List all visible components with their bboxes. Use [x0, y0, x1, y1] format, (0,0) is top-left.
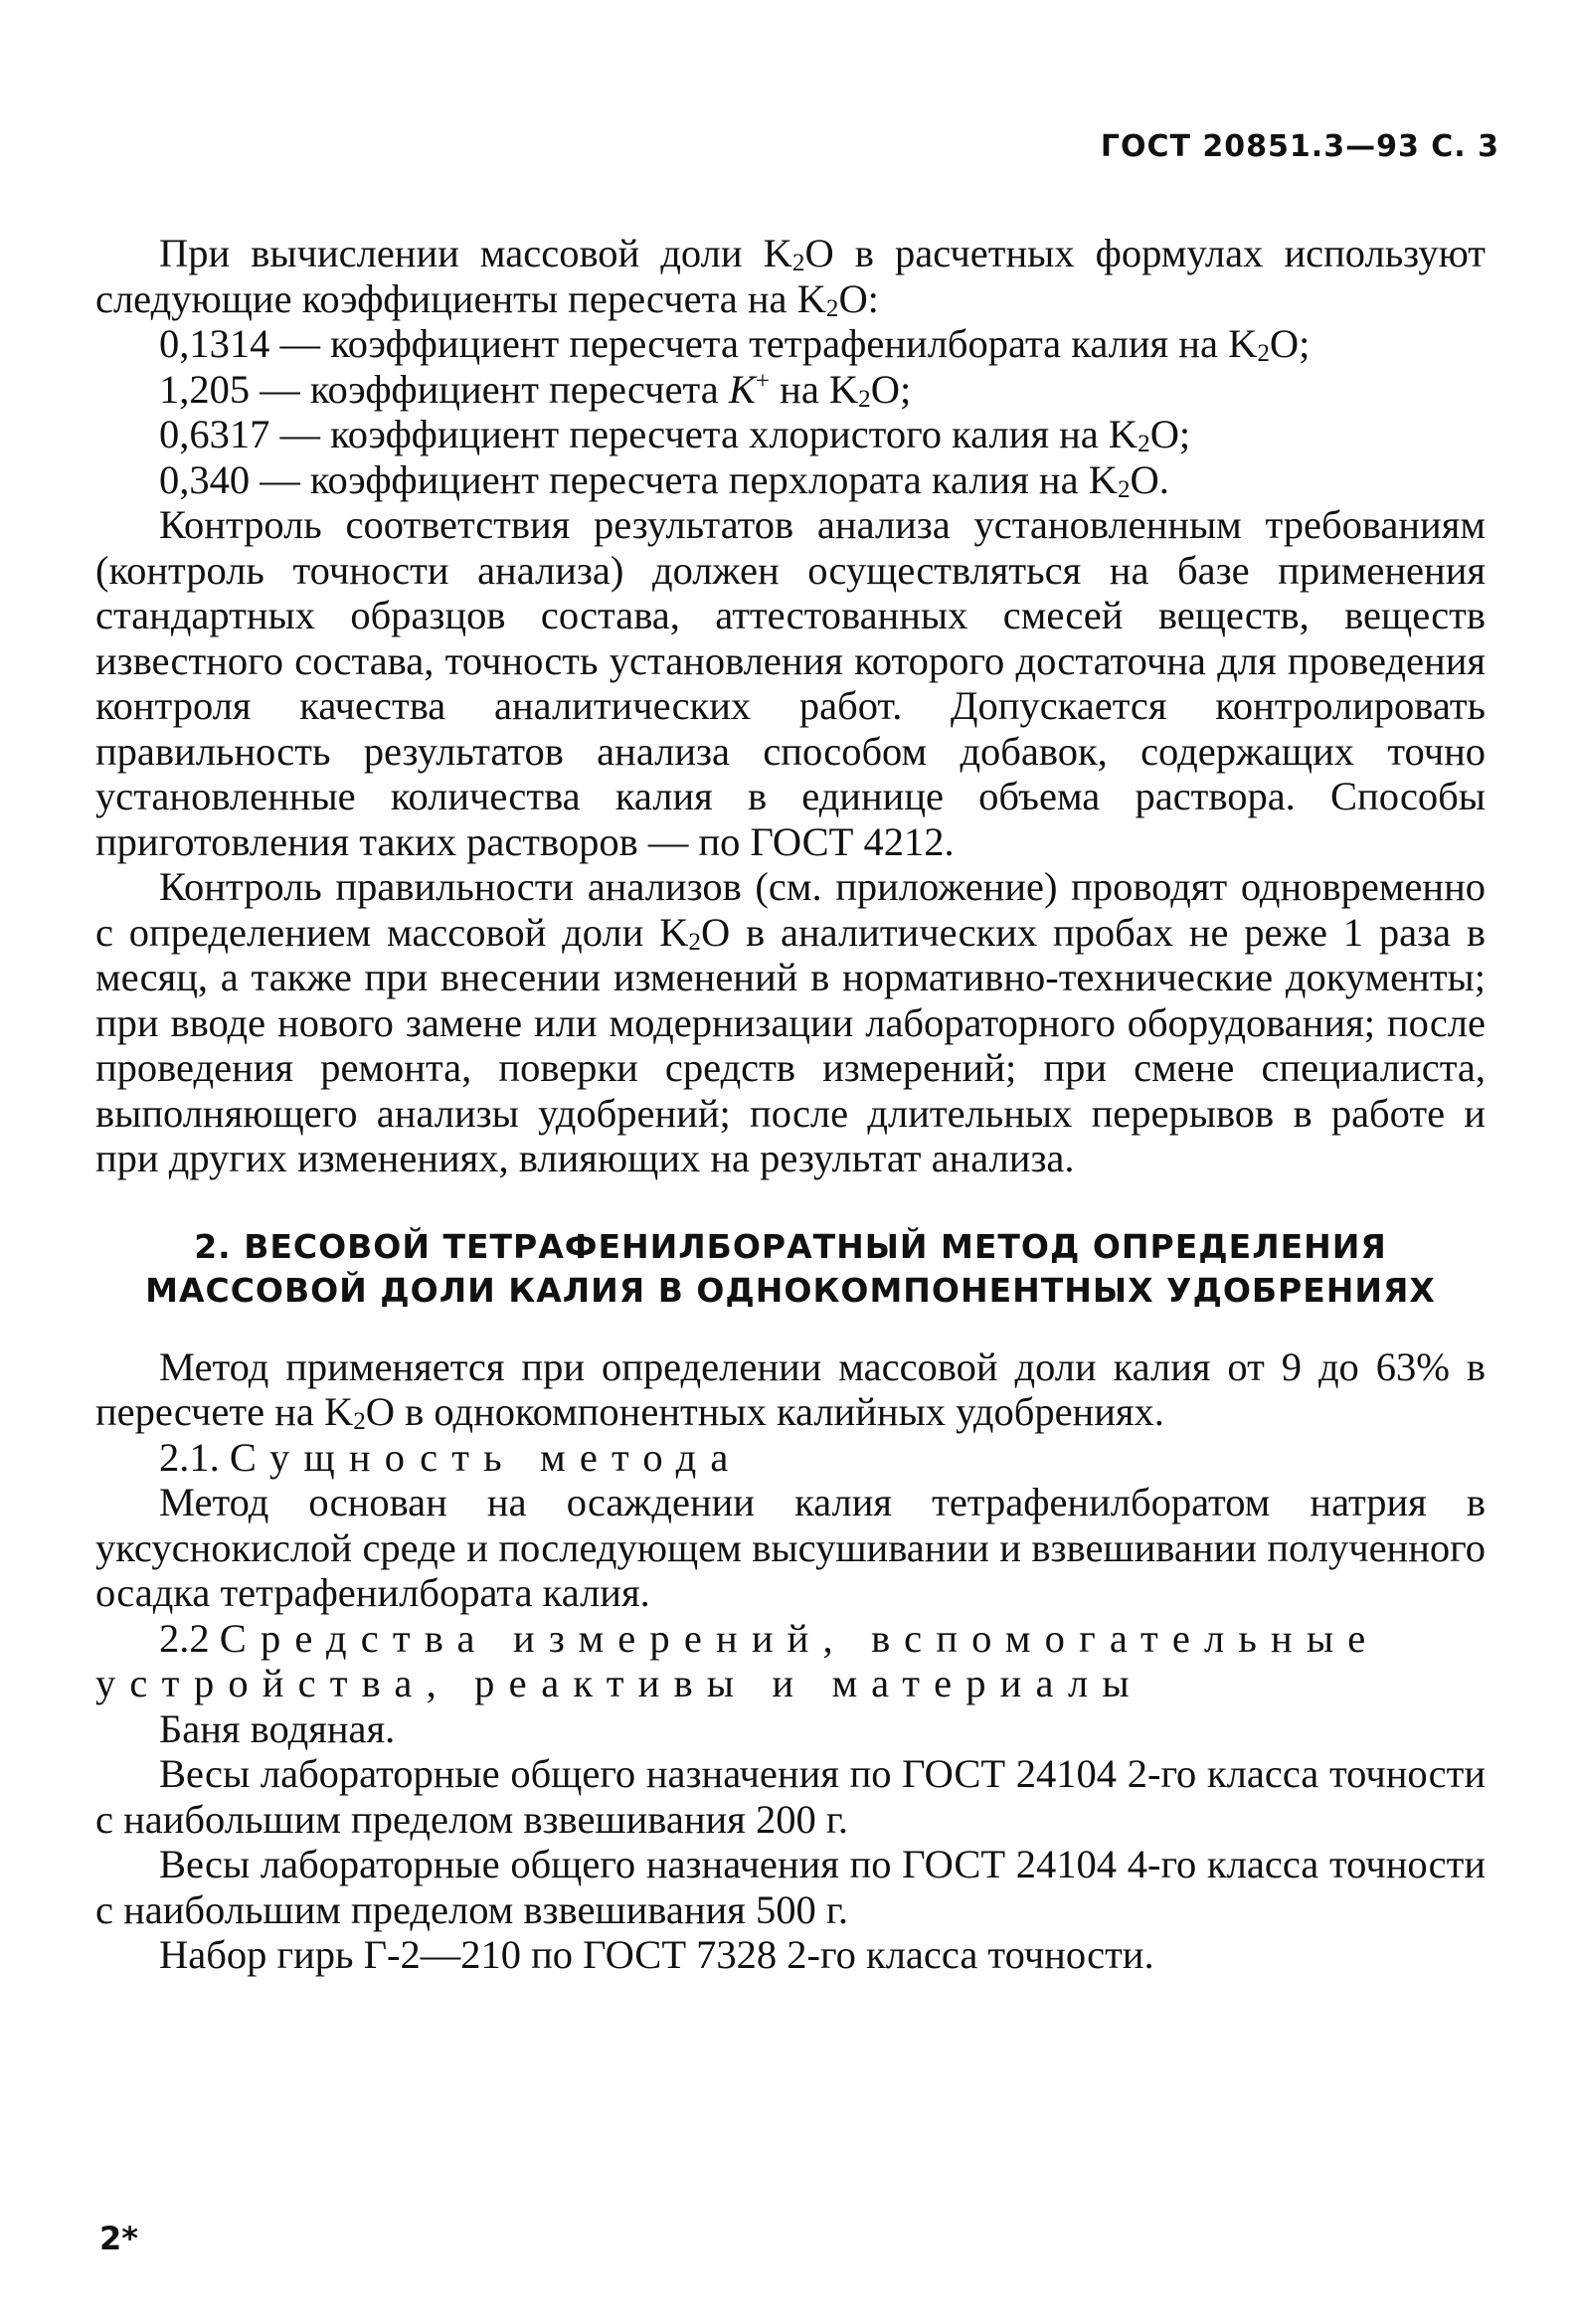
- text-fragment: O;: [1269, 321, 1311, 366]
- text-fragment: O.: [1130, 456, 1169, 502]
- coefficient-line: 1,205 — коэффициент пересчета K+ на K2O;: [159, 366, 912, 413]
- coefficient-value: 0,340: [159, 456, 251, 502]
- text-fragment: на K: [770, 366, 859, 412]
- text-fragment: O;: [1149, 412, 1191, 456]
- list-item: Весы лабораторные общего назначения по ГОСТ 24104 4-го класса точности с наибольшим пределом взвешивания 500 г.: [95, 1842, 1486, 1932]
- text-fragment: Метод применяется при определении массовой доли калия от 9 до 63% в пересчете на K: [95, 1343, 1486, 1434]
- text-fragment: O в однокомпонентных калийных удобрениях.: [365, 1389, 1164, 1434]
- ion-symbol: K: [728, 366, 756, 412]
- page-body: [95, 231, 1486, 1978]
- subscript: 2: [825, 294, 839, 322]
- list-item: Баня водяная.: [159, 1705, 396, 1751]
- text-fragment: O:: [838, 275, 879, 321]
- text-fragment: Контроль правильности анализов (см. приложение) проводят одновременно с определением массовой доли K: [95, 864, 1486, 955]
- paragraph-conversion-intro: [95, 231, 1486, 321]
- section-2-heading: [95, 1225, 1486, 1313]
- subscript: 2: [353, 1407, 366, 1435]
- subscript: 2: [1138, 430, 1150, 457]
- paragraph-method-essence: Метод основан на осаждении калия тетрафенилборатом натрия в уксуснокислой среде и последующем высушивании и взвешивании полученного осадка тетрафенилбората калия.: [95, 1480, 1486, 1615]
- paragraph-correctness-control: [95, 864, 1486, 1181]
- text-fragment: O;: [870, 366, 912, 412]
- running-header: ГОСТ 20851.3—93 С. 3: [1100, 129, 1499, 164]
- subsection-title: Сущность метода: [229, 1434, 743, 1480]
- coefficient-value: 1,205: [159, 366, 251, 412]
- subsection-number: 2.2: [159, 1615, 210, 1661]
- list-item: Весы лабораторные общего назначения по ГОСТ 24104 2-го класса точности с наибольшим пределом взвешивания 200 г.: [95, 1751, 1486, 1842]
- subscript: 2: [1257, 339, 1270, 367]
- coefficient-text: коэффициент пересчета: [309, 366, 729, 412]
- coefficient-line: 0,340 — коэффициент пересчета перхлората калия на K2O.: [159, 456, 1169, 503]
- coefficient-value: 0,1314: [159, 321, 270, 366]
- subscript: 2: [791, 249, 805, 276]
- subscript: 2: [858, 385, 871, 413]
- text-fragment: O в расчетных формулах используют следующие коэффициенты пересчета на K: [95, 231, 1486, 321]
- coefficient-value: 0,6317: [159, 412, 270, 456]
- subsection-2-1-heading: [95, 1435, 1486, 1481]
- signature-mark: 2*: [99, 2220, 138, 2257]
- subsection-2-2-heading: [95, 1616, 1486, 1706]
- paragraph-method-scope: [95, 1344, 1486, 1435]
- heading-line: МАССОВОЙ ДОЛИ КАЛИЯ В ОДНОКОМПОНЕНТНЫХ УДОБРЕНИЯХ: [145, 1270, 1436, 1310]
- coefficient-text: коэффициент пересчета хлористого калия на K: [330, 412, 1139, 456]
- list-item: Набор гирь Г-2—210 по ГОСТ 7328 2-го класса точности.: [159, 1932, 1154, 1977]
- subsection-title: Средства измерений, вспомогательные устройства, реактивы и материалы: [95, 1615, 1380, 1705]
- text-fragment: O в аналитических пробах не реже 1 раза в месяц, а также при внесении изменений в нормативно-технические документы; при вводе нового замене или модернизации лабораторного оборудования; после проведения ремонта, поверки средств измерений; при смене специалиста, выполняющего анализы удобрений; после длительных перерывов в работе и при других изменениях, влияющих на результат анализа.: [95, 909, 1486, 1180]
- subscript: 2: [688, 928, 701, 956]
- coefficient-text: коэффициент пересчета тетрафенилбората калия на K: [330, 321, 1258, 366]
- subsection-number: 2.1.: [159, 1434, 220, 1480]
- coefficient-text: коэффициент пересчета перхлората калия на K: [309, 456, 1118, 502]
- text-fragment: При вычислении массовой доли K: [159, 231, 792, 275]
- coefficient-line: 0,1314 — коэффициент пересчета тетрафенилбората калия на K2O;: [159, 321, 1311, 367]
- paragraph-accuracy-control: Контроль соответствия результатов анализа установленным требованиям (контроль точности анализа) должен осуществляться на базе применения стандартных образцов состава, аттестованных смесей веществ, веществ известного состава, точность установления которого достаточна для проведения контроля качества аналитических работ. Допускается контролировать правильность результатов анализа способом добавок, содержащих точно установленные количества калия в единице объема раствора. Способы приготовления таких растворов — по ГОСТ 4212.: [95, 502, 1486, 864]
- superscript: +: [755, 367, 771, 395]
- heading-line: 2. ВЕСОВОЙ ТЕТРАФЕНИЛБОРАТНЫЙ МЕТОД ОПРЕДЕЛЕНИЯ: [194, 1226, 1387, 1266]
- coefficient-line: 0,6317 — коэффициент пересчета хлористого калия на K2O;: [159, 412, 1191, 457]
- subscript: 2: [1117, 475, 1131, 503]
